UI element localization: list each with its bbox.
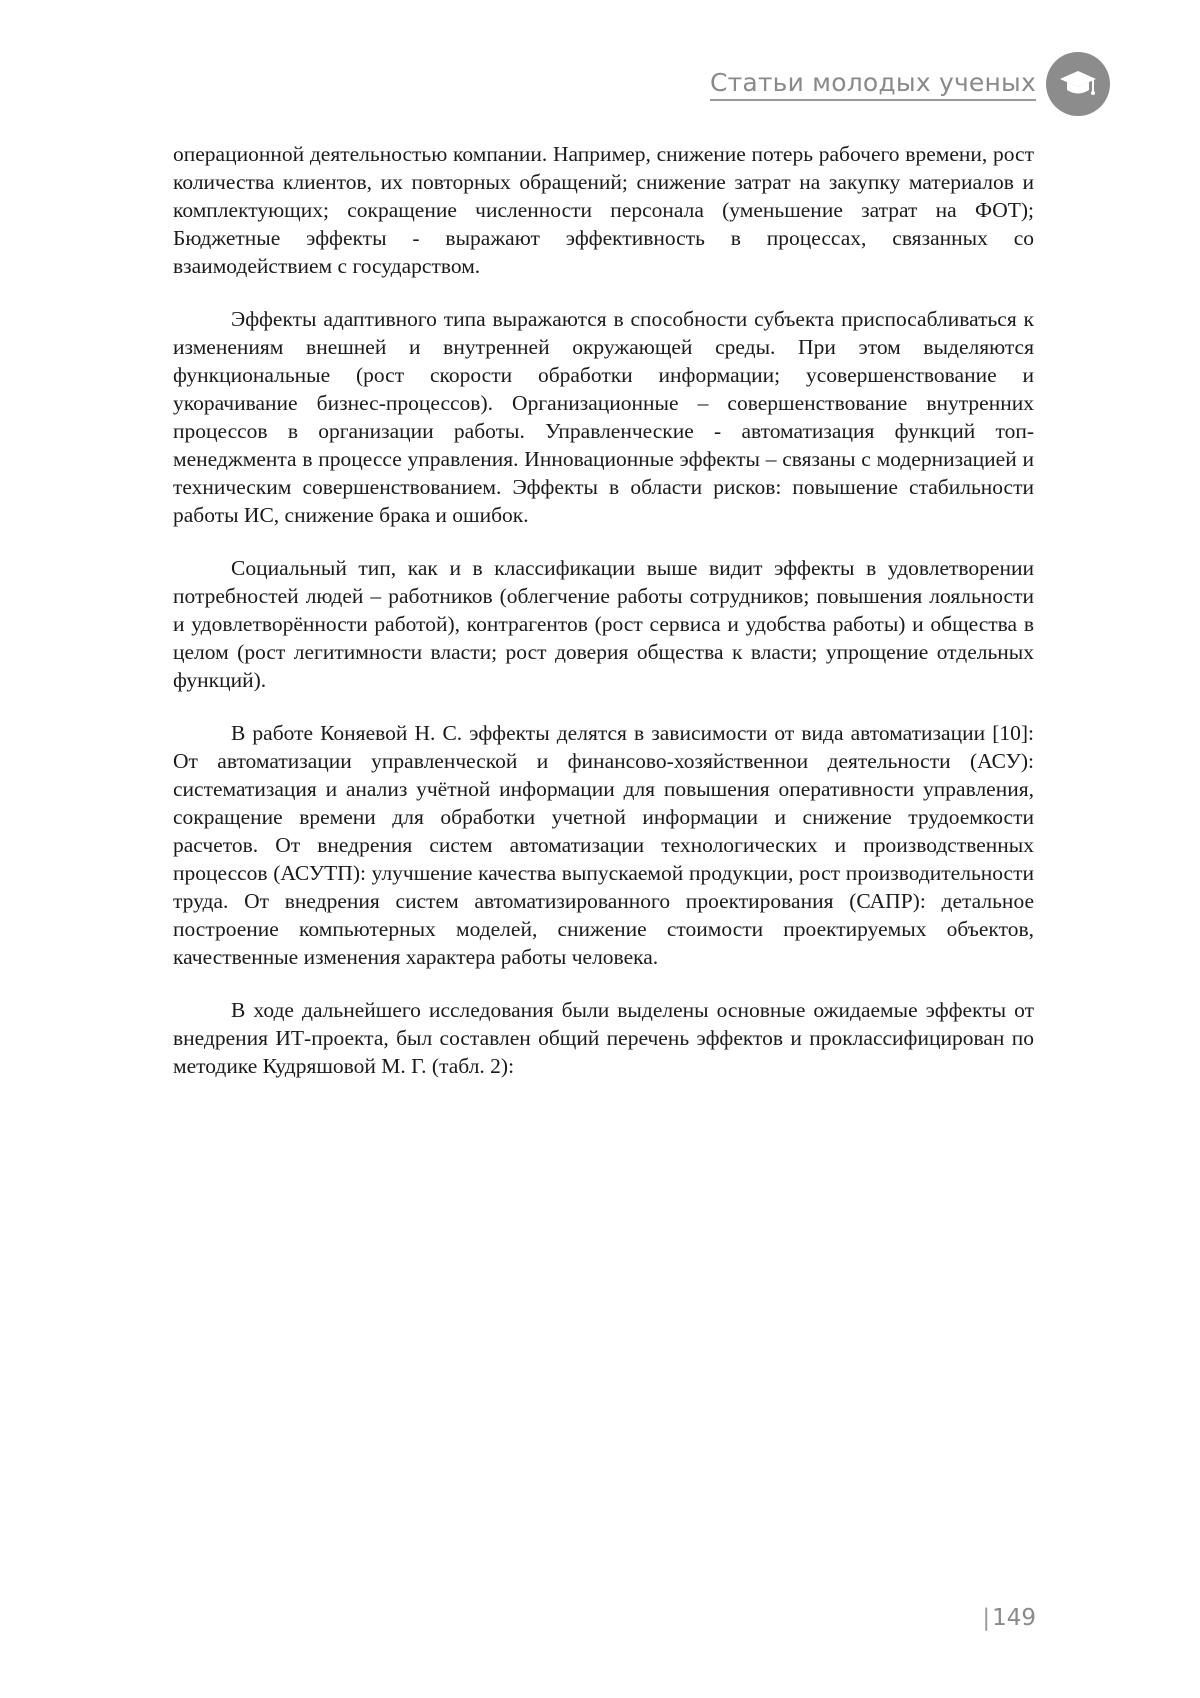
page-number xyxy=(982,1605,1036,1631)
graduation-cap-icon xyxy=(1046,52,1110,116)
paragraph-2: Эффекты адаптивного типа выражаются в способности субъекта приспосабливаться к изменениям внешней и внутренней окружающей среды. При этом выделяются функциональные (рост скорости обработки информации; усовершенствование и укорачивание бизнес-процессов). Организационные – совершенствование внутренних процессов в организации работы. Управленческие - автоматизация функций топ-менеджмента в процессе управления. Инновационные эффекты – связаны с модернизацией и техническим совершенствованием. Эффекты в области рисков: повышение стабильности работы ИС, снижение брака и ошибок. xyxy=(173,307,1034,527)
page-number-separator: | xyxy=(982,1605,991,1631)
page-header xyxy=(710,52,1110,116)
paragraph-4: В работе Коняевой Н. С. эффекты делятся в зависимости от вида автоматизации [10]: От автоматизации управленческой и финансово-хозяйственнои деятельности (АСУ): систематизация и анализ учётной информации для повышения оперативности управления, сокращение времени для обработки учетной информации и снижение трудоемкости расчетов. От внедрения систем автоматизации технологических и производственных процессов (АСУТП): улучшение качества выпускаемой продукции, рост производительности труда. От внедрения систем автоматизированного проектирования (САПР): детальное построение компьютерных моделей, снижение стоимости проектируемых объектов, качественные изменения характера работы человека. xyxy=(173,721,1034,969)
paragraph-5: В ходе дальнейшего исследования были выделены основные ожидаемые эффекты от внедрения ИТ-проекта, был составлен общий перечень эффектов и проклассифицирован по методике Кудряшовой М. Г. (табл. 2): xyxy=(173,998,1034,1078)
article-body xyxy=(173,140,1034,1105)
paragraph-3: Социальный тип, как и в классификации выше видит эффекты в удовлетворении потребностей людей – работников (облегчение работы сотрудников; повышения лояльности и удовлетворённости работой), контрагентов (рост сервиса и удобства работы) и общества в целом (рост легитимности власти; рост доверия общества к власти; упрощение отдельных функций). xyxy=(173,556,1034,692)
paragraph-1: операционной деятельностью компании. Например, снижение потерь рабочего времени, рост количества клиентов, их повторных обращений; снижение затрат на закупку материалов и комплектующих; сокращение численности персонала (уменьшение затрат на ФОТ); Бюджетные эффекты - выражают эффективность в процессах, связанных со взаимодействием с государством. xyxy=(173,142,1034,278)
journal-section-title: Статьи молодых ученых xyxy=(710,68,1036,101)
page-number-value: 149 xyxy=(992,1605,1036,1631)
